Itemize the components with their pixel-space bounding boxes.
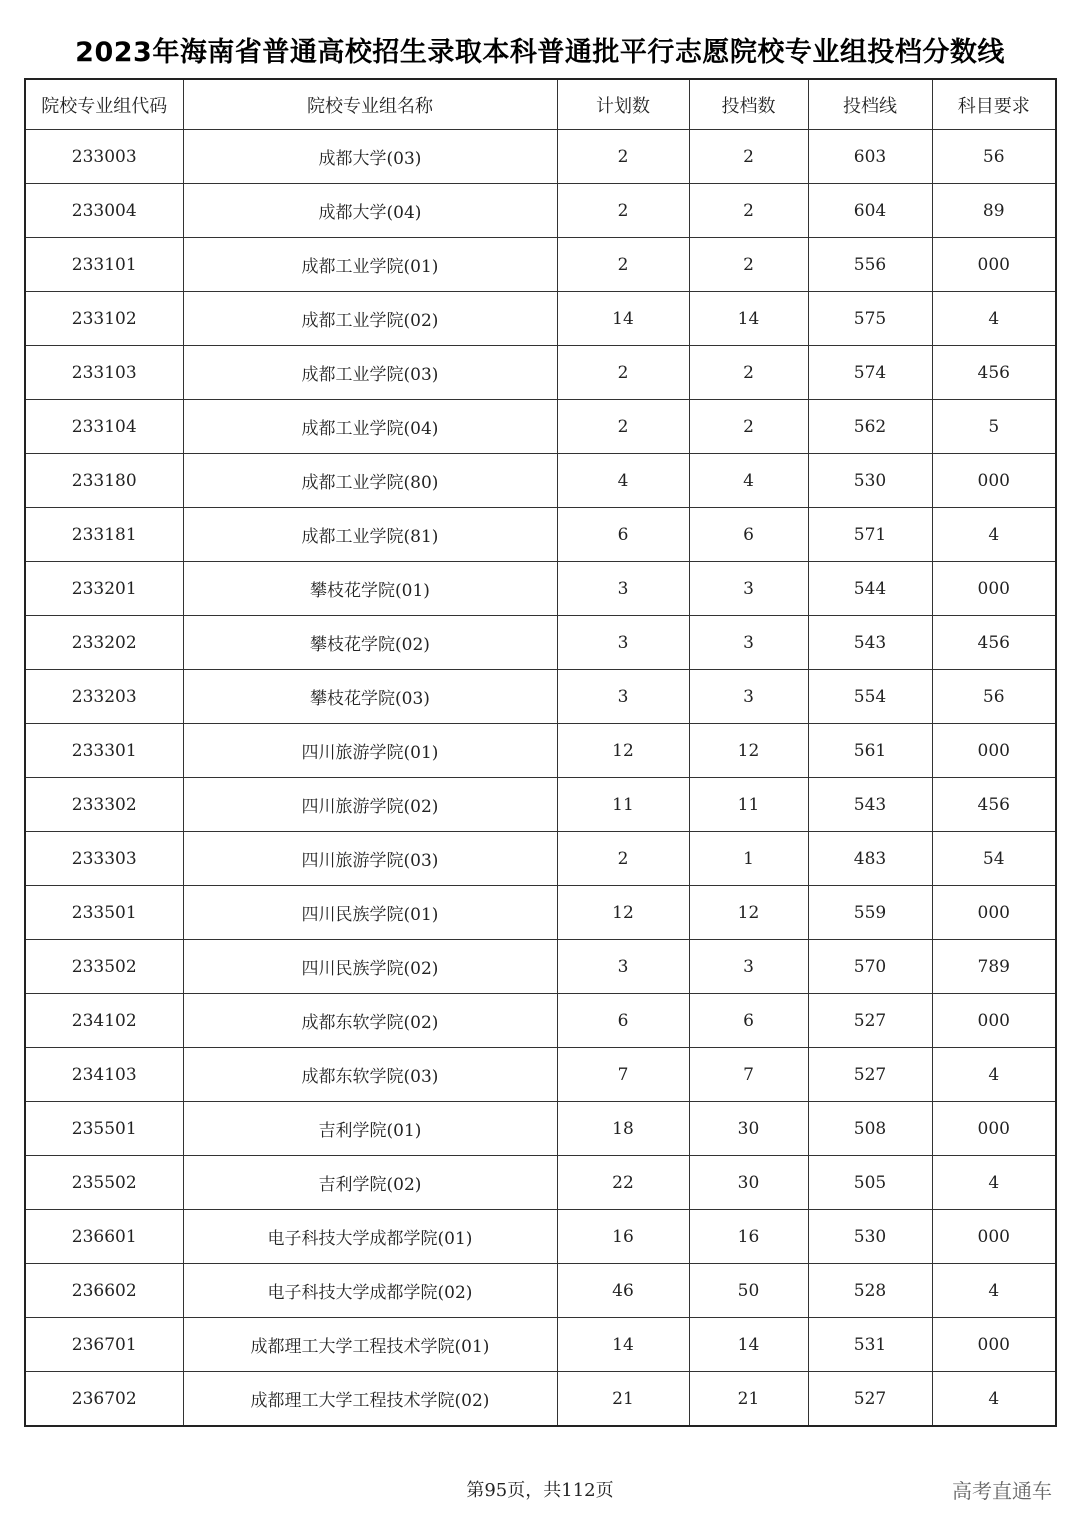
- table-row: [25, 886, 1056, 940]
- table-row: [25, 454, 1056, 508]
- cell-name: 成都大学(03): [183, 130, 557, 184]
- cell-name: 吉利学院(01): [183, 1102, 557, 1156]
- cell-subjects: 89: [932, 184, 1056, 238]
- cell-plan: 2: [557, 400, 689, 454]
- cell-score: 527: [808, 1372, 932, 1427]
- cell-score: 505: [808, 1156, 932, 1210]
- cell-name: 成都工业学院(80): [183, 454, 557, 508]
- cell-code: 236602: [25, 1264, 183, 1318]
- cell-name: 四川旅游学院(03): [183, 832, 557, 886]
- table-header-row: [25, 79, 1056, 130]
- cell-code: 233301: [25, 724, 183, 778]
- watermark-logo: 高考直通车: [952, 1479, 1052, 1503]
- table-row: [25, 130, 1056, 184]
- cell-name: 吉利学院(02): [183, 1156, 557, 1210]
- cell-code: 233003: [25, 130, 183, 184]
- cell-plan: 6: [557, 508, 689, 562]
- cell-score: 574: [808, 346, 932, 400]
- table-row: [25, 1264, 1056, 1318]
- table-row: [25, 616, 1056, 670]
- cell-code: 233201: [25, 562, 183, 616]
- cell-name: 电子科技大学成都学院(01): [183, 1210, 557, 1264]
- cell-score: 528: [808, 1264, 932, 1318]
- cell-subjects: 4: [932, 1372, 1056, 1427]
- cell-code: 233303: [25, 832, 183, 886]
- cell-filed: 2: [689, 400, 808, 454]
- cell-score: 561: [808, 724, 932, 778]
- cell-name: 成都理工大学工程技术学院(01): [183, 1318, 557, 1372]
- cell-score: 571: [808, 508, 932, 562]
- cell-subjects: 000: [932, 724, 1056, 778]
- cell-name: 四川旅游学院(01): [183, 724, 557, 778]
- cell-subjects: 56: [932, 130, 1056, 184]
- cell-plan: 7: [557, 1048, 689, 1102]
- cell-name: 攀枝花学院(03): [183, 670, 557, 724]
- cell-subjects: 000: [932, 1102, 1056, 1156]
- cell-filed: 6: [689, 508, 808, 562]
- cell-subjects: 456: [932, 778, 1056, 832]
- cell-code: 233101: [25, 238, 183, 292]
- cell-score: 531: [808, 1318, 932, 1372]
- table-row: [25, 346, 1056, 400]
- table-row: [25, 1048, 1056, 1102]
- cell-plan: 12: [557, 886, 689, 940]
- cell-filed: 2: [689, 238, 808, 292]
- cell-plan: 3: [557, 562, 689, 616]
- cell-score: 570: [808, 940, 932, 994]
- cell-plan: 16: [557, 1210, 689, 1264]
- cell-filed: 3: [689, 616, 808, 670]
- cell-plan: 12: [557, 724, 689, 778]
- cell-filed: 3: [689, 562, 808, 616]
- cell-plan: 22: [557, 1156, 689, 1210]
- cell-code: 236702: [25, 1372, 183, 1427]
- table-row: [25, 184, 1056, 238]
- cell-plan: 2: [557, 184, 689, 238]
- cell-name: 成都东软学院(03): [183, 1048, 557, 1102]
- cell-code: 233103: [25, 346, 183, 400]
- cell-score: 530: [808, 1210, 932, 1264]
- cell-subjects: 54: [932, 832, 1056, 886]
- cell-filed: 14: [689, 1318, 808, 1372]
- column-header-code: 院校专业组代码: [25, 79, 183, 130]
- cell-name: 四川民族学院(01): [183, 886, 557, 940]
- cell-filed: 50: [689, 1264, 808, 1318]
- cell-plan: 14: [557, 292, 689, 346]
- table-row: [25, 508, 1056, 562]
- cell-score: 483: [808, 832, 932, 886]
- table-row: [25, 724, 1056, 778]
- cell-name: 成都工业学院(03): [183, 346, 557, 400]
- table-row: [25, 292, 1056, 346]
- cell-score: 603: [808, 130, 932, 184]
- cell-subjects: 000: [932, 562, 1056, 616]
- cell-plan: 3: [557, 940, 689, 994]
- cell-subjects: 4: [932, 1048, 1056, 1102]
- cell-code: 233203: [25, 670, 183, 724]
- cell-name: 成都工业学院(04): [183, 400, 557, 454]
- column-header-subjects: 科目要求: [932, 79, 1056, 130]
- score-table: [24, 78, 1057, 1427]
- cell-plan: 6: [557, 994, 689, 1048]
- cell-code: 233102: [25, 292, 183, 346]
- column-header-name: 院校专业组名称: [183, 79, 557, 130]
- cell-filed: 3: [689, 670, 808, 724]
- cell-subjects: 000: [932, 1210, 1056, 1264]
- table-body: [25, 130, 1056, 1427]
- cell-filed: 6: [689, 994, 808, 1048]
- cell-plan: 14: [557, 1318, 689, 1372]
- table-row: [25, 778, 1056, 832]
- cell-filed: 14: [689, 292, 808, 346]
- cell-subjects: 4: [932, 292, 1056, 346]
- cell-name: 成都东软学院(02): [183, 994, 557, 1048]
- table-row: [25, 562, 1056, 616]
- cell-plan: 3: [557, 616, 689, 670]
- table-row: [25, 670, 1056, 724]
- cell-filed: 2: [689, 130, 808, 184]
- cell-filed: 2: [689, 346, 808, 400]
- cell-subjects: 789: [932, 940, 1056, 994]
- cell-subjects: 4: [932, 1264, 1056, 1318]
- table-row: [25, 832, 1056, 886]
- cell-code: 233302: [25, 778, 183, 832]
- cell-subjects: 000: [932, 454, 1056, 508]
- cell-code: 234103: [25, 1048, 183, 1102]
- cell-name: 成都工业学院(01): [183, 238, 557, 292]
- cell-subjects: 4: [932, 508, 1056, 562]
- cell-score: 575: [808, 292, 932, 346]
- cell-code: 233502: [25, 940, 183, 994]
- table-row: [25, 1318, 1056, 1372]
- cell-subjects: 000: [932, 994, 1056, 1048]
- cell-score: 556: [808, 238, 932, 292]
- cell-filed: 2: [689, 184, 808, 238]
- cell-name: 攀枝花学院(01): [183, 562, 557, 616]
- cell-name: 成都大学(04): [183, 184, 557, 238]
- cell-code: 233180: [25, 454, 183, 508]
- cell-filed: 30: [689, 1156, 808, 1210]
- cell-subjects: 000: [932, 1318, 1056, 1372]
- cell-filed: 30: [689, 1102, 808, 1156]
- table-row: [25, 1372, 1056, 1427]
- column-header-plan: 计划数: [557, 79, 689, 130]
- column-header-filed: 投档数: [689, 79, 808, 130]
- cell-plan: 21: [557, 1372, 689, 1427]
- cell-code: 235502: [25, 1156, 183, 1210]
- cell-score: 554: [808, 670, 932, 724]
- cell-filed: 16: [689, 1210, 808, 1264]
- page-title: 2023年海南省普通高校招生录取本科普通批平行志愿院校专业组投档分数线: [75, 37, 1005, 68]
- table-row: [25, 238, 1056, 292]
- table-row: [25, 940, 1056, 994]
- cell-score: 544: [808, 562, 932, 616]
- cell-name: 电子科技大学成都学院(02): [183, 1264, 557, 1318]
- cell-filed: 12: [689, 886, 808, 940]
- cell-score: 530: [808, 454, 932, 508]
- table-row: [25, 400, 1056, 454]
- cell-code: 236601: [25, 1210, 183, 1264]
- cell-plan: 2: [557, 130, 689, 184]
- cell-code: 236701: [25, 1318, 183, 1372]
- cell-plan: 3: [557, 670, 689, 724]
- cell-name: 成都工业学院(81): [183, 508, 557, 562]
- cell-subjects: 5: [932, 400, 1056, 454]
- table-row: [25, 1102, 1056, 1156]
- cell-name: 四川旅游学院(02): [183, 778, 557, 832]
- cell-code: 233202: [25, 616, 183, 670]
- cell-score: 562: [808, 400, 932, 454]
- cell-subjects: 56: [932, 670, 1056, 724]
- cell-code: 233104: [25, 400, 183, 454]
- cell-code: 233004: [25, 184, 183, 238]
- cell-code: 233501: [25, 886, 183, 940]
- cell-plan: 11: [557, 778, 689, 832]
- cell-filed: 7: [689, 1048, 808, 1102]
- cell-filed: 1: [689, 832, 808, 886]
- table-row: [25, 1156, 1056, 1210]
- cell-code: 235501: [25, 1102, 183, 1156]
- cell-subjects: 456: [932, 346, 1056, 400]
- cell-name: 成都工业学院(02): [183, 292, 557, 346]
- cell-plan: 4: [557, 454, 689, 508]
- cell-plan: 18: [557, 1102, 689, 1156]
- cell-score: 527: [808, 994, 932, 1048]
- cell-plan: 46: [557, 1264, 689, 1318]
- cell-subjects: 456: [932, 616, 1056, 670]
- cell-name: 成都理工大学工程技术学院(02): [183, 1372, 557, 1427]
- table-row: [25, 994, 1056, 1048]
- cell-code: 233181: [25, 508, 183, 562]
- cell-subjects: 000: [932, 886, 1056, 940]
- cell-filed: 4: [689, 454, 808, 508]
- cell-score: 559: [808, 886, 932, 940]
- cell-name: 四川民族学院(02): [183, 940, 557, 994]
- cell-plan: 2: [557, 832, 689, 886]
- cell-code: 234102: [25, 994, 183, 1048]
- cell-plan: 2: [557, 346, 689, 400]
- cell-filed: 12: [689, 724, 808, 778]
- column-header-score: 投档线: [808, 79, 932, 130]
- table-row: [25, 1210, 1056, 1264]
- cell-filed: 11: [689, 778, 808, 832]
- cell-subjects: 000: [932, 238, 1056, 292]
- cell-plan: 2: [557, 238, 689, 292]
- cell-score: 604: [808, 184, 932, 238]
- cell-score: 543: [808, 778, 932, 832]
- cell-subjects: 4: [932, 1156, 1056, 1210]
- page-number: 第95页，共112页: [466, 1480, 614, 1501]
- cell-name: 攀枝花学院(02): [183, 616, 557, 670]
- cell-filed: 3: [689, 940, 808, 994]
- cell-score: 527: [808, 1048, 932, 1102]
- cell-filed: 21: [689, 1372, 808, 1427]
- cell-score: 543: [808, 616, 932, 670]
- cell-score: 508: [808, 1102, 932, 1156]
